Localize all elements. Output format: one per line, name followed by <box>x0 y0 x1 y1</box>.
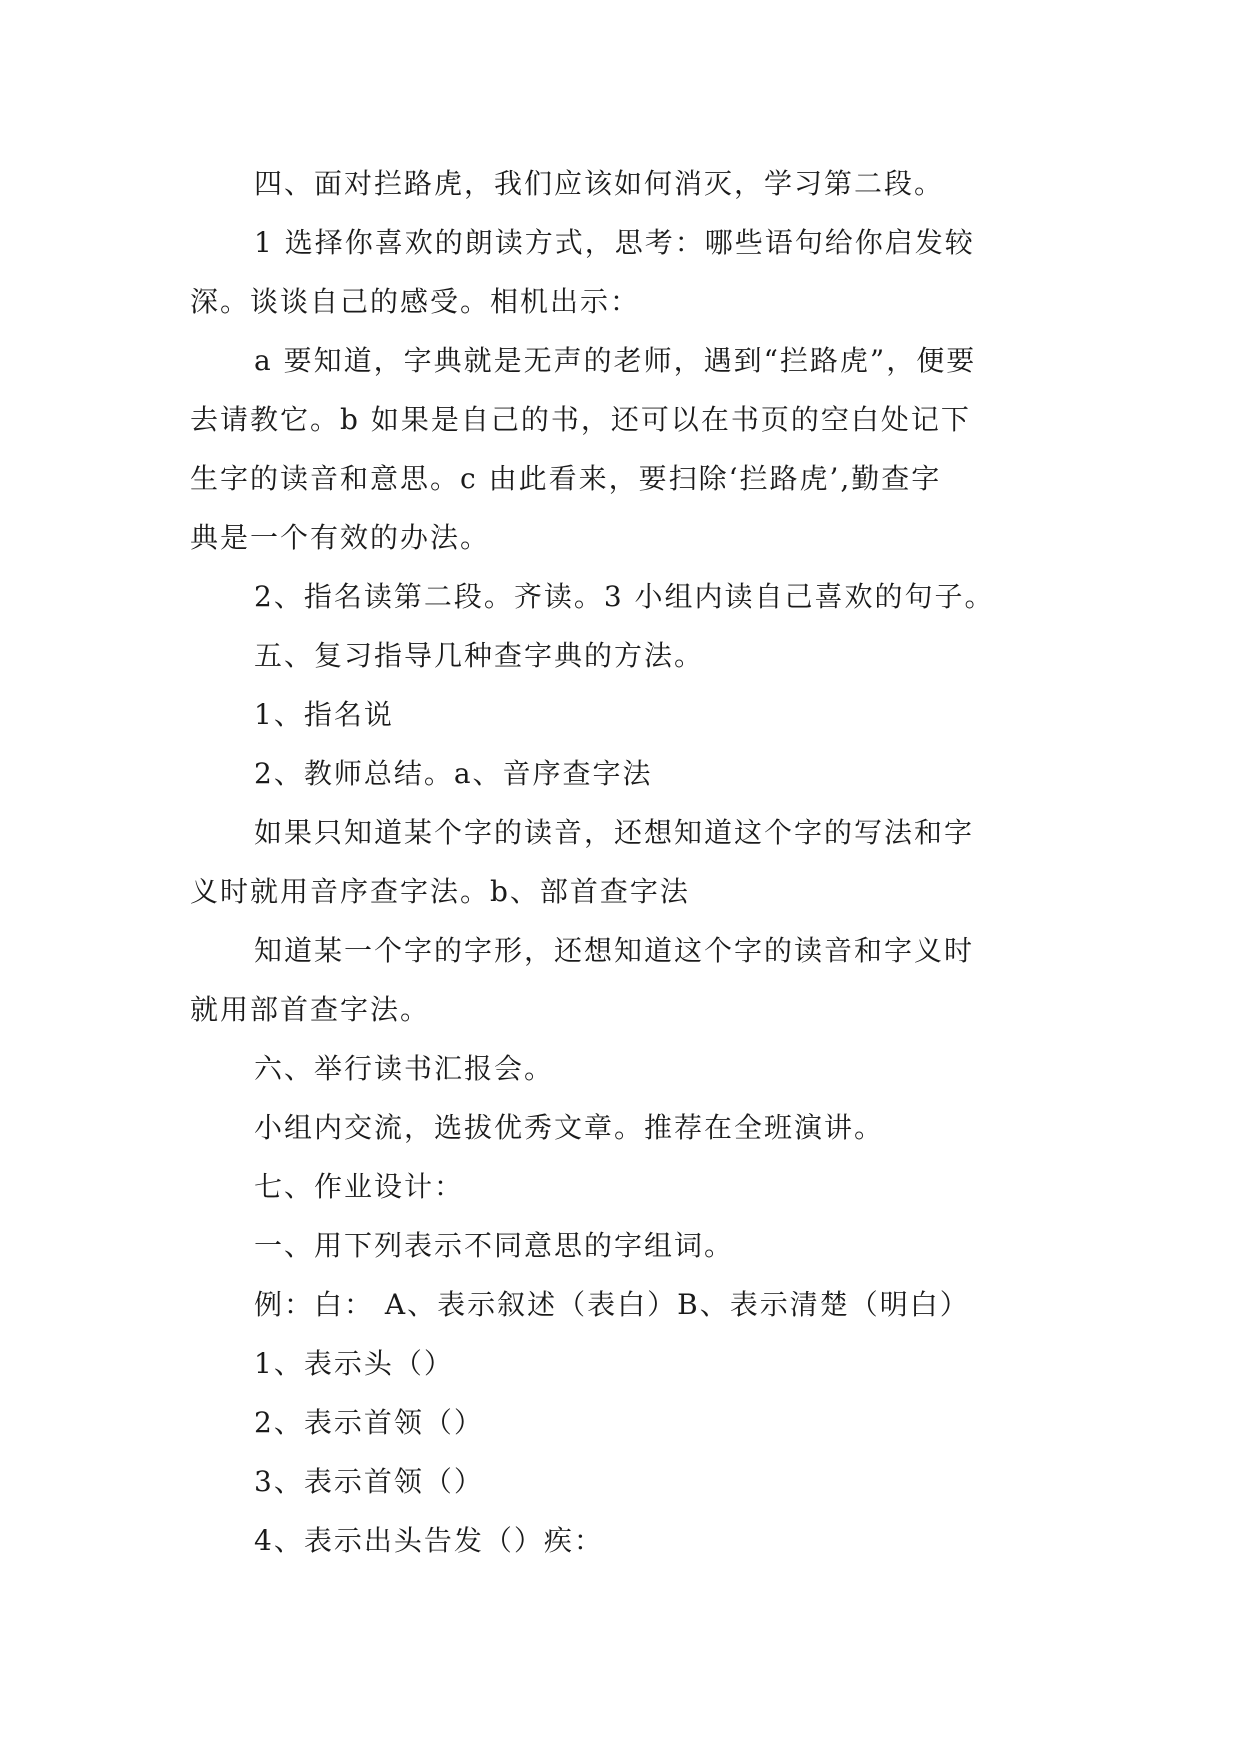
exercise-item: 4、表示出头告发（）疾： <box>254 1524 604 1557</box>
paragraph-line: 1 选择你喜欢的朗读方式，思考：哪些语句给你启发较 <box>254 226 975 259</box>
paragraph-line: 深。谈谈自己的感受。相机出示： <box>190 285 641 318</box>
paragraph-line: a 要知道，字典就是无声的老师，遇到“拦路虎”，便要 <box>254 344 977 377</box>
paragraph-line: 义时就用音序查字法。b、部首查字法 <box>190 875 690 908</box>
exercise-heading: 一、用下列表示不同意思的字组词。 <box>254 1229 735 1262</box>
exercise-example: 例：白： A、表示叙述（表白）B、表示清楚（明白） <box>254 1288 970 1321</box>
paragraph-line: 生字的读音和意思。c 由此看来，要扫除‘拦路虎’,勤查字 <box>190 462 942 495</box>
section-heading-4: 四、面对拦路虎，我们应该如何消灭，学习第二段。 <box>254 167 945 200</box>
paragraph-line: 如果只知道某个字的读音，还想知道这个字的写法和字 <box>254 816 975 849</box>
list-item: 2、教师总结。a、音序查字法 <box>254 757 653 790</box>
paragraph-line: 就用部首查字法。 <box>190 993 431 1026</box>
paragraph-line: 小组内交流，选拔优秀文章。推荐在全班演讲。 <box>254 1111 885 1144</box>
paragraph-line: 去请教它。b 如果是自己的书，还可以在书页的空白处记下 <box>190 403 971 436</box>
paragraph-line: 2、指名读第二段。齐读。3 小组内读自己喜欢的句子。 <box>254 580 995 613</box>
exercise-item: 1、表示头（） <box>254 1347 454 1380</box>
section-heading-5: 五、复习指导几种查字典的方法。 <box>254 639 705 672</box>
list-item: 1、指名说 <box>254 698 394 731</box>
section-heading-6: 六、举行读书汇报会。 <box>254 1052 555 1085</box>
document-body <box>190 154 1070 1570</box>
paragraph-line: 知道某一个字的字形，还想知道这个字的读音和字义时 <box>254 934 975 967</box>
exercise-item: 2、表示首领（） <box>254 1406 484 1439</box>
section-heading-7: 七、作业设计： <box>254 1170 465 1203</box>
paragraph-line: 典是一个有效的办法。 <box>190 521 491 554</box>
exercise-item: 3、表示首领（） <box>254 1465 484 1498</box>
